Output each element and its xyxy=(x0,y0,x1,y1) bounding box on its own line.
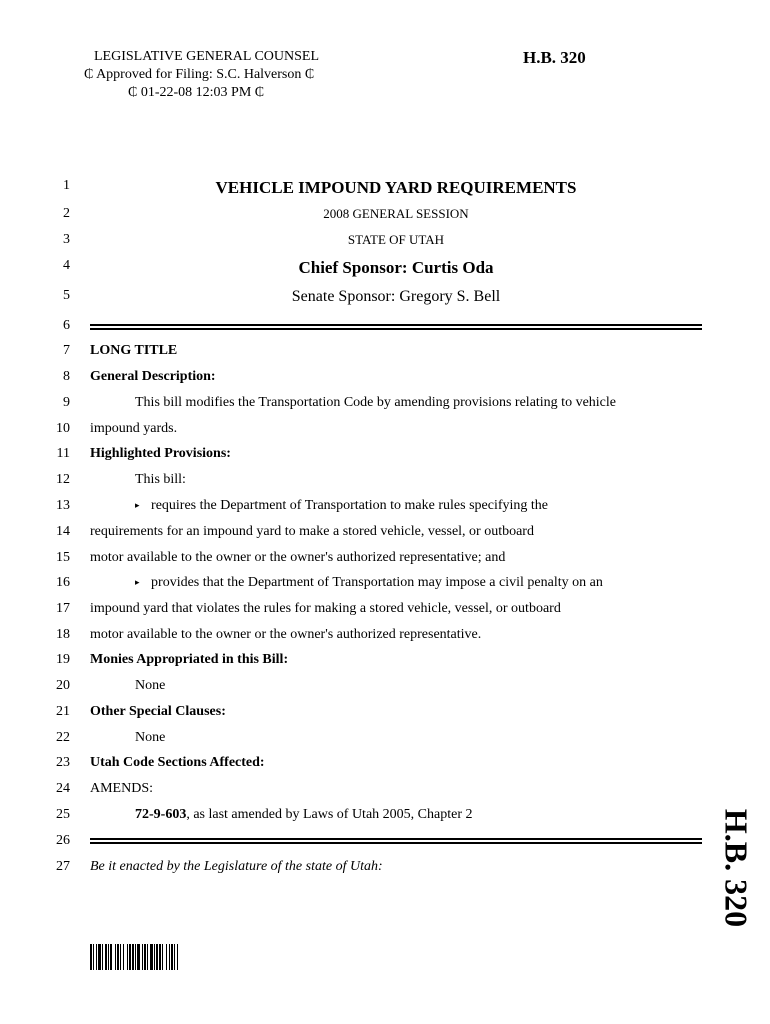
provision-text: provides that the Department of Transportation may impose a civil penalty on an xyxy=(151,575,603,590)
provision-text: motor available to the owner or the owner's authorized representative; and xyxy=(90,550,506,565)
line-number: 11 xyxy=(56,446,70,461)
monies-heading: Monies Appropriated in this Bill: xyxy=(90,652,289,667)
line-number: 15 xyxy=(56,550,70,565)
monies-value: None xyxy=(135,678,166,693)
line-number: 4 xyxy=(63,258,70,273)
section-number: 72-9-603 xyxy=(135,807,187,822)
senate-sponsor: Senate Sponsor: Gregory S. Bell xyxy=(291,288,501,305)
line-number: 7 xyxy=(63,343,70,358)
side-bill-label: H.B. 320 xyxy=(718,808,755,928)
office-name: LEGISLATIVE GENERAL COUNSEL xyxy=(94,49,320,64)
filing-timestamp: ₵ 01-22-08 12:03 PM ₵ xyxy=(128,85,265,100)
bill-title: VEHICLE IMPOUND YARD REQUIREMENTS xyxy=(215,178,577,197)
code-sections-heading: Utah Code Sections Affected: xyxy=(90,755,265,770)
section-history: , as last amended by Laws of Utah 2005, Chapter 2 xyxy=(186,807,473,822)
general-description-heading: General Description: xyxy=(90,369,216,384)
chief-sponsor: Chief Sponsor: Curtis Oda xyxy=(298,258,494,277)
line-number: 10 xyxy=(56,421,70,436)
line-number: 19 xyxy=(56,652,70,667)
line-number: 21 xyxy=(56,704,70,719)
provision-text: motor available to the owner or the owner's authorized representative. xyxy=(90,627,482,642)
divider-top xyxy=(90,324,702,330)
amended-section xyxy=(135,807,472,823)
provision-text: requirements for an impound yard to make a stored vehicle, vessel, or outboard xyxy=(90,524,534,539)
provision-item xyxy=(135,575,603,591)
provision-item xyxy=(135,498,548,514)
this-bill-label: This bill: xyxy=(135,472,186,487)
line-number: 26 xyxy=(56,833,70,848)
line-number: 5 xyxy=(63,288,70,303)
long-title-heading: LONG TITLE xyxy=(90,343,178,358)
line-number: 16 xyxy=(56,575,70,590)
other-clauses-heading: Other Special Clauses: xyxy=(90,704,226,719)
line-number: 3 xyxy=(63,232,70,247)
highlighted-provisions-heading: Highlighted Provisions: xyxy=(90,446,231,461)
line-number: 24 xyxy=(56,781,70,796)
session: 2008 GENERAL SESSION xyxy=(323,206,469,221)
provision-text: impound yard that violates the rules for making a stored vehicle, vessel, or outboard xyxy=(90,601,561,616)
enacting-clause: Be it enacted by the Legislature of the state of Utah: xyxy=(90,859,383,874)
approval-line: ₵ Approved for Filing: S.C. Halverson ₵ xyxy=(84,67,315,82)
line-number: 2 xyxy=(63,206,70,221)
line-number: 6 xyxy=(63,318,70,333)
line-number: 27 xyxy=(56,859,70,874)
other-clauses-value: None xyxy=(135,730,166,745)
line-number: 12 xyxy=(56,472,70,487)
line-number: 13 xyxy=(56,498,70,513)
bill-number-header: H.B. 320 xyxy=(523,48,586,67)
bullet-icon: ▸ xyxy=(135,577,140,587)
line-number: 23 xyxy=(56,755,70,770)
line-number: 22 xyxy=(56,730,70,745)
divider-bottom xyxy=(90,838,702,844)
state: STATE OF UTAH xyxy=(347,232,445,247)
amends-label: AMENDS: xyxy=(90,781,154,796)
provision-text: requires the Department of Transportation to make rules specifying the xyxy=(151,498,548,513)
line-number: 17 xyxy=(56,601,70,616)
line-number: 20 xyxy=(56,678,70,693)
line-number: 9 xyxy=(63,395,70,410)
line-number: 14 xyxy=(56,524,70,539)
bullet-icon: ▸ xyxy=(135,500,140,510)
description-text: impound yards. xyxy=(90,421,178,436)
line-number: 8 xyxy=(63,369,70,384)
barcode-icon xyxy=(90,944,232,970)
description-text: This bill modifies the Transportation Code by amending provisions relating to vehicle xyxy=(135,395,616,410)
line-number: 25 xyxy=(56,807,70,822)
line-number: 18 xyxy=(56,627,70,642)
line-number: 1 xyxy=(63,178,70,193)
